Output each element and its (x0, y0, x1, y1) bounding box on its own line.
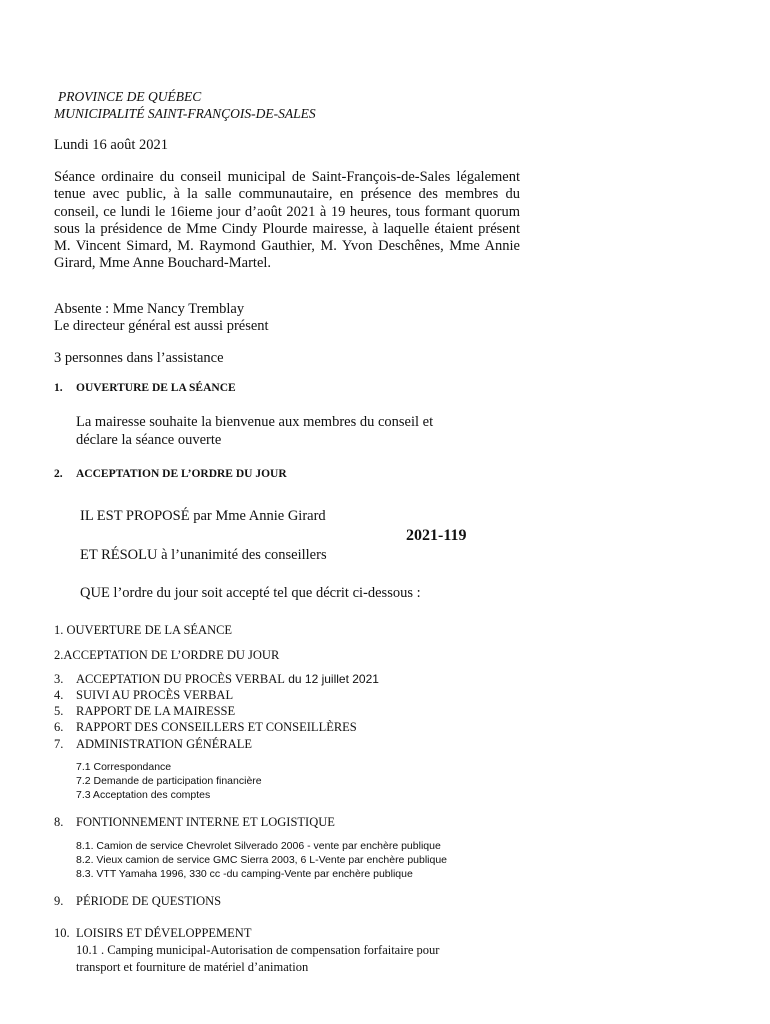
agenda-item-7 (54, 737, 252, 752)
agenda-item-text: ADMINISTRATION GÉNÉRALE (76, 737, 253, 751)
agenda-sub-7-1: 7.1 Correspondance (76, 761, 172, 773)
agenda-sub-7-3: 7.3 Acceptation des comptes (76, 789, 211, 801)
agenda-item-10 (54, 926, 251, 941)
section2-title: ACCEPTATION DE L’ORDRE DU JOUR (76, 468, 287, 480)
agenda-sub-8-3: 8.3. VTT Yamaha 1996, 330 cc -du camping-Vente par enchère publique (76, 868, 413, 880)
agenda-item-text: FONTIONNEMENT INTERNE ET LOGISTIQUE (76, 815, 335, 829)
province-heading: PROVINCE DE QUÉBEC (58, 89, 202, 104)
agenda-item-suffix: du 12 juillet 2021 (284, 672, 379, 686)
agenda-item-6 (54, 720, 357, 735)
agenda-sub-7-2: 7.2 Demande de participation financière (76, 775, 262, 787)
resolution-number: 2021-119 (406, 527, 467, 544)
agenda-item-text: RAPPORT DES CONSEILLERS ET CONSEILLÈRES (76, 720, 357, 734)
attendance-line: 3 personnes dans l’assistance (54, 350, 224, 366)
agenda-item-number: 4. (54, 688, 64, 702)
agenda-sub-8-2: 8.2. Vieux camion de service GMC Sierra 2003, 6 L-Vente par enchère publique (76, 854, 448, 866)
director-line: Le directeur général est aussi présent (54, 318, 269, 334)
agenda-sub-8-1: 8.1. Camion de service Chevrolet Silverado 2006 - vente par enchère publique (76, 840, 441, 852)
section1-title: OUVERTURE DE LA SÉANCE (76, 382, 236, 394)
agenda-item-number: 5. (54, 704, 64, 718)
agenda-item-number: 10. (54, 926, 70, 940)
agenda-item-text: RAPPORT DE LA MAIRESSE (76, 704, 236, 718)
agenda-item-number: 8. (54, 815, 64, 829)
section1-text-line1: La mairesse souhaite la bienvenue aux membres du conseil et (76, 414, 434, 430)
section2-heading (54, 468, 287, 480)
agenda-item-5 (54, 704, 235, 719)
agenda-item-2: 2.ACCEPTATION DE L’ORDRE DU JOUR (54, 648, 280, 662)
that-line: QUE l’ordre du jour soit accepté tel que décrit ci-dessous : (80, 585, 421, 601)
section1-heading (54, 382, 236, 394)
agenda-item-number: 6. (54, 720, 64, 734)
meeting-date: Lundi 16 août 2021 (54, 137, 168, 153)
agenda-item-4 (54, 688, 233, 703)
agenda-item-number: 7. (54, 737, 64, 751)
agenda-item-text: PÉRIODE DE QUESTIONS (76, 894, 222, 908)
intro-paragraph: Séance ordinaire du conseil municipal de Saint-François-de-Sales légalement tenue avec public, à la salle communautaire, en présence des membres du conseil, ce lundi le 16ieme jour d’août 2021 à 19 heures, tous formant quorum sous la présidence de Mme Cindy Plourde mairesse, à laquelle étaient présent M. Vincent Simard, M. Raymond Gauthier, M. Yvon Deschênes, Mme Annie Girard, Mme Anne Bouchard-Martel. (54, 169, 520, 272)
agenda-item-9 (54, 894, 221, 909)
agenda-item-number: 3. (54, 672, 64, 686)
agenda-sub-10-1-line2: transport et fourniture de matériel d’animation (76, 960, 309, 974)
section2-number: 2. (54, 468, 63, 480)
agenda-item-3 (54, 672, 379, 687)
agenda-sub-10-1-line1: 10.1 . Camping municipal-Autorisation de compensation forfaitaire pour (76, 943, 440, 957)
resolved-line: ET RÉSOLU à l’unanimité des conseillers (80, 547, 327, 563)
municipality-heading: MUNICIPALITÉ SAINT-FRANÇOIS-DE-SALES (54, 106, 316, 121)
agenda-item-text: LOISIRS ET DÉVELOPPEMENT (76, 926, 252, 940)
section1-text-line2: déclare la séance ouverte (76, 432, 222, 448)
proposed-line: IL EST PROPOSÉ par Mme Annie Girard (80, 508, 326, 524)
agenda-item-8 (54, 815, 335, 830)
agenda-item-text: SUIVI AU PROCÈS VERBAL (76, 688, 234, 702)
agenda-item-number: 9. (54, 894, 64, 908)
agenda-item-text: ACCEPTATION DU PROCÈS VERBAL (76, 672, 285, 686)
agenda-item-1: 1. OUVERTURE DE LA SÉANCE (54, 623, 233, 637)
section1-number: 1. (54, 382, 63, 394)
absent-line: Absente : Mme Nancy Tremblay (54, 301, 245, 317)
